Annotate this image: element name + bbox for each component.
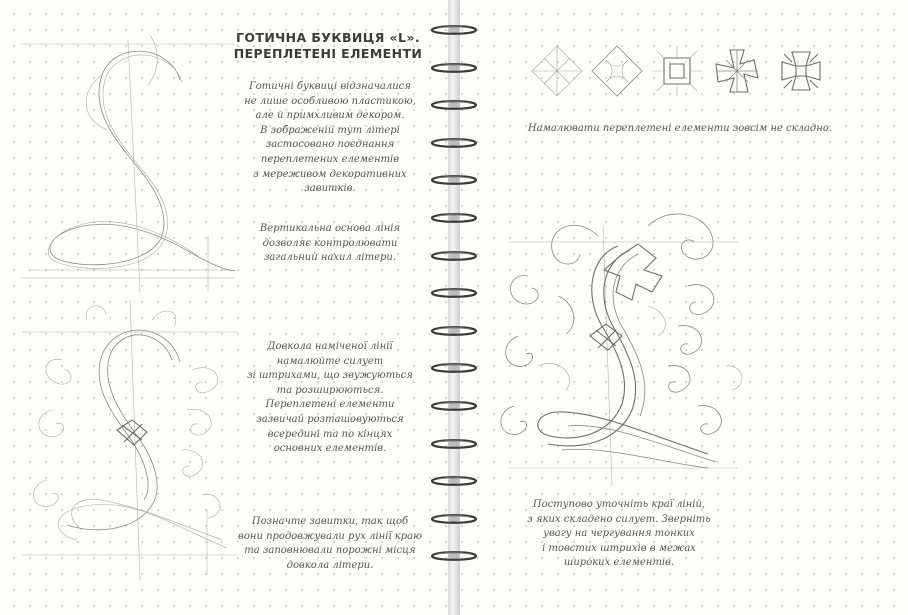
intro-line: переплетених елементів: [260, 153, 400, 165]
step2-line: Довкола наміченої лінії: [267, 341, 393, 352]
step2-line: зі штрихами, що звужуються: [247, 370, 413, 382]
step2-line: зазвичай розташовуються: [256, 413, 404, 425]
interlace-step-5: [782, 52, 820, 90]
interlace-step-2: [592, 46, 642, 96]
title-line-1: ГОТИЧНА БУКВИЦЯ «L».: [236, 30, 420, 45]
interlace-step-1: [532, 46, 582, 96]
intro-line: але й примхливим декором.: [255, 110, 405, 122]
left-page: [0, 0, 452, 615]
final-caption-line: широких елементів.: [563, 557, 675, 569]
sketch-skeleton: [20, 30, 250, 300]
intro-line: Готичні буквиці відзначалися: [249, 81, 411, 92]
step1-text: [240, 222, 420, 266]
final-caption-line: і товстих штрихів в межах: [542, 542, 696, 554]
intro-line: не лише особливою пластикою,: [244, 95, 416, 107]
step2-line: намалюйте силует: [276, 355, 384, 367]
step2-line: всередині та по кінцях: [267, 428, 393, 440]
step1-line: загальний нахил літери.: [263, 252, 397, 264]
step3-line: та заповнювали порожні місця: [244, 545, 416, 557]
interlace-steps: [526, 42, 836, 104]
step1-line: дозволяє контролювати: [262, 237, 398, 249]
step1-line: Вертикальна основа лінія: [259, 223, 401, 234]
step3-line: довкола літери.: [286, 559, 374, 571]
interlace-step-4: [716, 50, 758, 92]
step2-text: [240, 340, 420, 457]
step3-text: [238, 515, 422, 573]
final-caption-line: увагу на чергування тонких: [543, 528, 695, 540]
final-caption-line: з яких складено силует. Зверніть: [527, 513, 711, 525]
page-title: [228, 30, 428, 62]
final-caption: [494, 498, 744, 571]
step2-line: основних елементів.: [273, 443, 387, 455]
step3-line: Позначте завитки, так щоб: [251, 516, 409, 527]
step2-line: та розширюються.: [276, 384, 384, 396]
interlace-caption: [500, 122, 860, 137]
intro-line: завитків.: [304, 183, 356, 195]
step2-line: Переплетені елементи: [265, 399, 395, 411]
interlace-step-3: [652, 46, 702, 96]
final-letter-illustration: [498, 206, 748, 491]
interlace-caption-line: Намалювати переплетені елементи зовсім не складно.: [527, 123, 833, 134]
intro-line: В зображеній тут літері: [260, 124, 400, 136]
step3-line: вони продовжували рух лінії краю: [238, 530, 422, 542]
intro-text: [240, 80, 420, 197]
final-caption-line: Поступово уточніть краї ліній,: [532, 499, 706, 510]
intro-line: з мереживом декоративних: [253, 168, 407, 180]
title-line-2: ПЕРЕПЛЕТЕНІ ЕЛЕМЕНТИ: [233, 46, 423, 61]
sketch-silhouette: [22, 300, 252, 590]
intro-line: застосовано поєднання: [265, 139, 395, 151]
right-page: [460, 0, 908, 615]
